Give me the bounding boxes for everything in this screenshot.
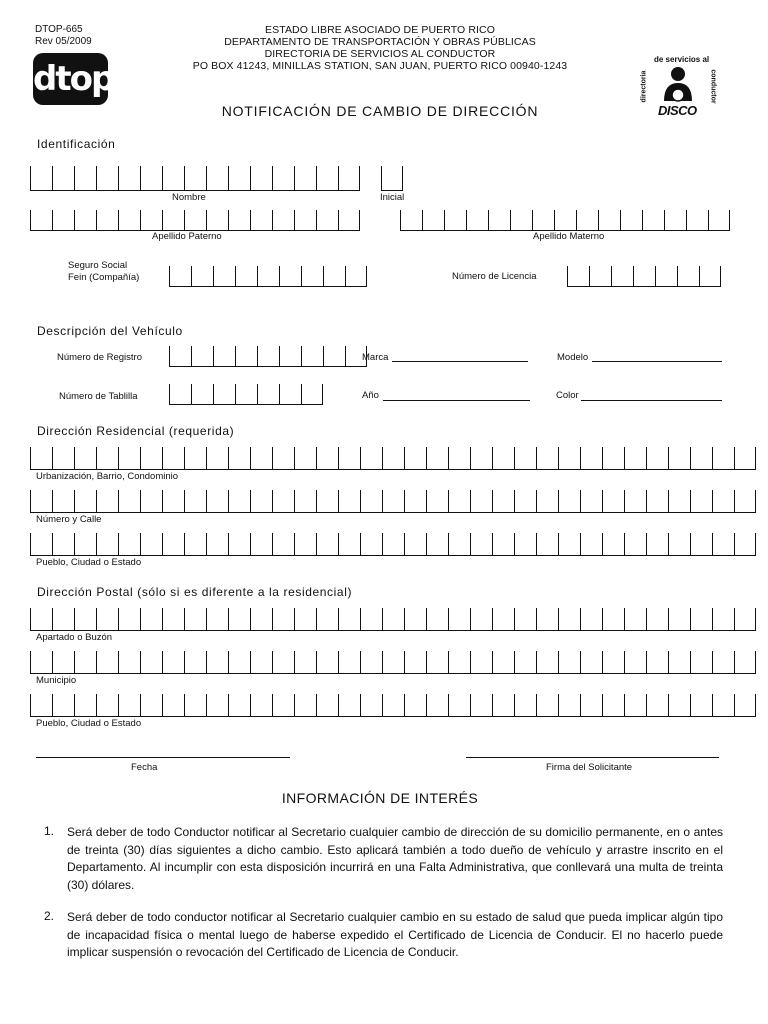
licencia-label: Número de Licencia bbox=[452, 271, 537, 282]
modelo-label: Modelo bbox=[557, 352, 589, 363]
firma-field[interactable] bbox=[466, 757, 719, 758]
licencia-field[interactable] bbox=[567, 266, 721, 287]
seguro-social-label: Seguro Social bbox=[68, 260, 128, 271]
page-title: NOTIFICACIÓN DE CAMBIO DE DIRECCIÓN bbox=[221, 103, 539, 119]
ano-field[interactable] bbox=[383, 400, 530, 401]
urbanizacion-label: Urbanización, Barrio, Condominio bbox=[36, 471, 179, 482]
info-heading: INFORMACIÓN DE INTERÉS bbox=[281, 790, 479, 806]
nombre-field[interactable] bbox=[30, 166, 360, 191]
agency-line-2: DEPARTAMENTO DE TRANSPORTACIÓN Y OBRAS PÚBLICAS bbox=[224, 36, 536, 48]
info-item-text: Será deber de todo conductor notificar al Secretario cualquier cambio en su estado de salud que pueda implicar algún tipo de incapacidad física o mental luego de haberse expedido el Certificado de Licencia de Conducir. El no hacerlo puede implicar suspensión o revocación del Certificado de Licencia de Conducir. bbox=[67, 910, 723, 959]
section-identificacion: Identificación bbox=[37, 137, 116, 151]
pueblo-residencial-label: Pueblo, Ciudad o Estado bbox=[36, 557, 142, 568]
nombre-label: Nombre bbox=[172, 192, 206, 203]
fecha-field[interactable] bbox=[36, 757, 290, 758]
apartado-label: Apartado o Buzón bbox=[36, 632, 113, 643]
driver-icon bbox=[660, 65, 696, 103]
section-vehiculo: Descripción del Vehículo bbox=[37, 324, 183, 338]
apellido-materno-label: Apellido Materno bbox=[533, 231, 605, 242]
marca-field[interactable] bbox=[392, 361, 528, 362]
form-revision: Rev 05/2009 bbox=[35, 36, 92, 47]
section-residencial: Dirección Residencial (requerida) bbox=[37, 424, 235, 438]
color-label: Color bbox=[556, 390, 579, 401]
apartado-field[interactable] bbox=[30, 608, 756, 631]
apellido-materno-field[interactable] bbox=[400, 210, 730, 231]
pueblo-postal-label: Pueblo, Ciudad o Estado bbox=[36, 718, 142, 729]
numero-calle-label: Número y Calle bbox=[36, 514, 102, 525]
registro-label: Número de Registro bbox=[57, 352, 143, 363]
seguro-social-field[interactable] bbox=[169, 266, 367, 287]
apellido-paterno-field[interactable] bbox=[30, 210, 360, 231]
agency-line-4: PO BOX 41243, MINILLAS STATION, SAN JUAN, PUERTO RICO 00940-1243 bbox=[192, 60, 568, 72]
info-item-number: 2. bbox=[44, 909, 55, 923]
inicial-field[interactable] bbox=[381, 166, 403, 191]
dtop-logo: dtop bbox=[33, 53, 108, 105]
fein-label: Fein (Compañía) bbox=[68, 272, 140, 283]
info-item-text: Será deber de todo Conductor notificar al Secretario cualquier cambio de dirección de su domicilio permanente, en o antes de treinta (30) días siguientes a dicho cambio. Esto aplicará también a todo dueño de vehículo y arrastre inscrito en el Departamento. Al incumplir con esta disposición incurrirá en una Falta Administrativa, que conllevará una multa de treinta (30) dólares. bbox=[67, 825, 723, 892]
registro-field[interactable] bbox=[169, 346, 367, 367]
color-field[interactable] bbox=[581, 400, 722, 401]
firma-label: Firma del Solicitante bbox=[546, 762, 633, 773]
tablilla-label: Número de Tablilla bbox=[59, 391, 138, 402]
info-item-number: 1. bbox=[44, 824, 55, 838]
urbanizacion-field[interactable] bbox=[30, 447, 756, 470]
inicial-label: Inicial bbox=[380, 192, 405, 203]
municipio-field[interactable] bbox=[30, 651, 756, 674]
agency-line-1: ESTADO LIBRE ASOCIADO DE PUERTO RICO bbox=[265, 24, 495, 36]
numero-calle-field[interactable] bbox=[30, 490, 756, 513]
apellido-paterno-label: Apellido Paterno bbox=[152, 231, 222, 242]
ano-label: Año bbox=[362, 390, 379, 401]
pueblo-residencial-field[interactable] bbox=[30, 533, 756, 556]
fecha-label: Fecha bbox=[131, 762, 158, 773]
municipio-label: Municipio bbox=[36, 675, 77, 686]
form-code: DTOP-665 bbox=[35, 24, 83, 35]
tablilla-field[interactable] bbox=[169, 384, 323, 405]
pueblo-postal-field[interactable] bbox=[30, 694, 756, 717]
disco-logo: de servicios al directoria conductor DISCO bbox=[640, 55, 717, 118]
section-postal: Dirección Postal (sólo si es diferente a la residencial) bbox=[37, 585, 353, 599]
agency-header bbox=[180, 24, 580, 72]
marca-label: Marca bbox=[362, 352, 389, 363]
modelo-field[interactable] bbox=[592, 361, 722, 362]
agency-line-3: DIRECTORIA DE SERVICIOS AL CONDUCTOR bbox=[264, 48, 496, 60]
